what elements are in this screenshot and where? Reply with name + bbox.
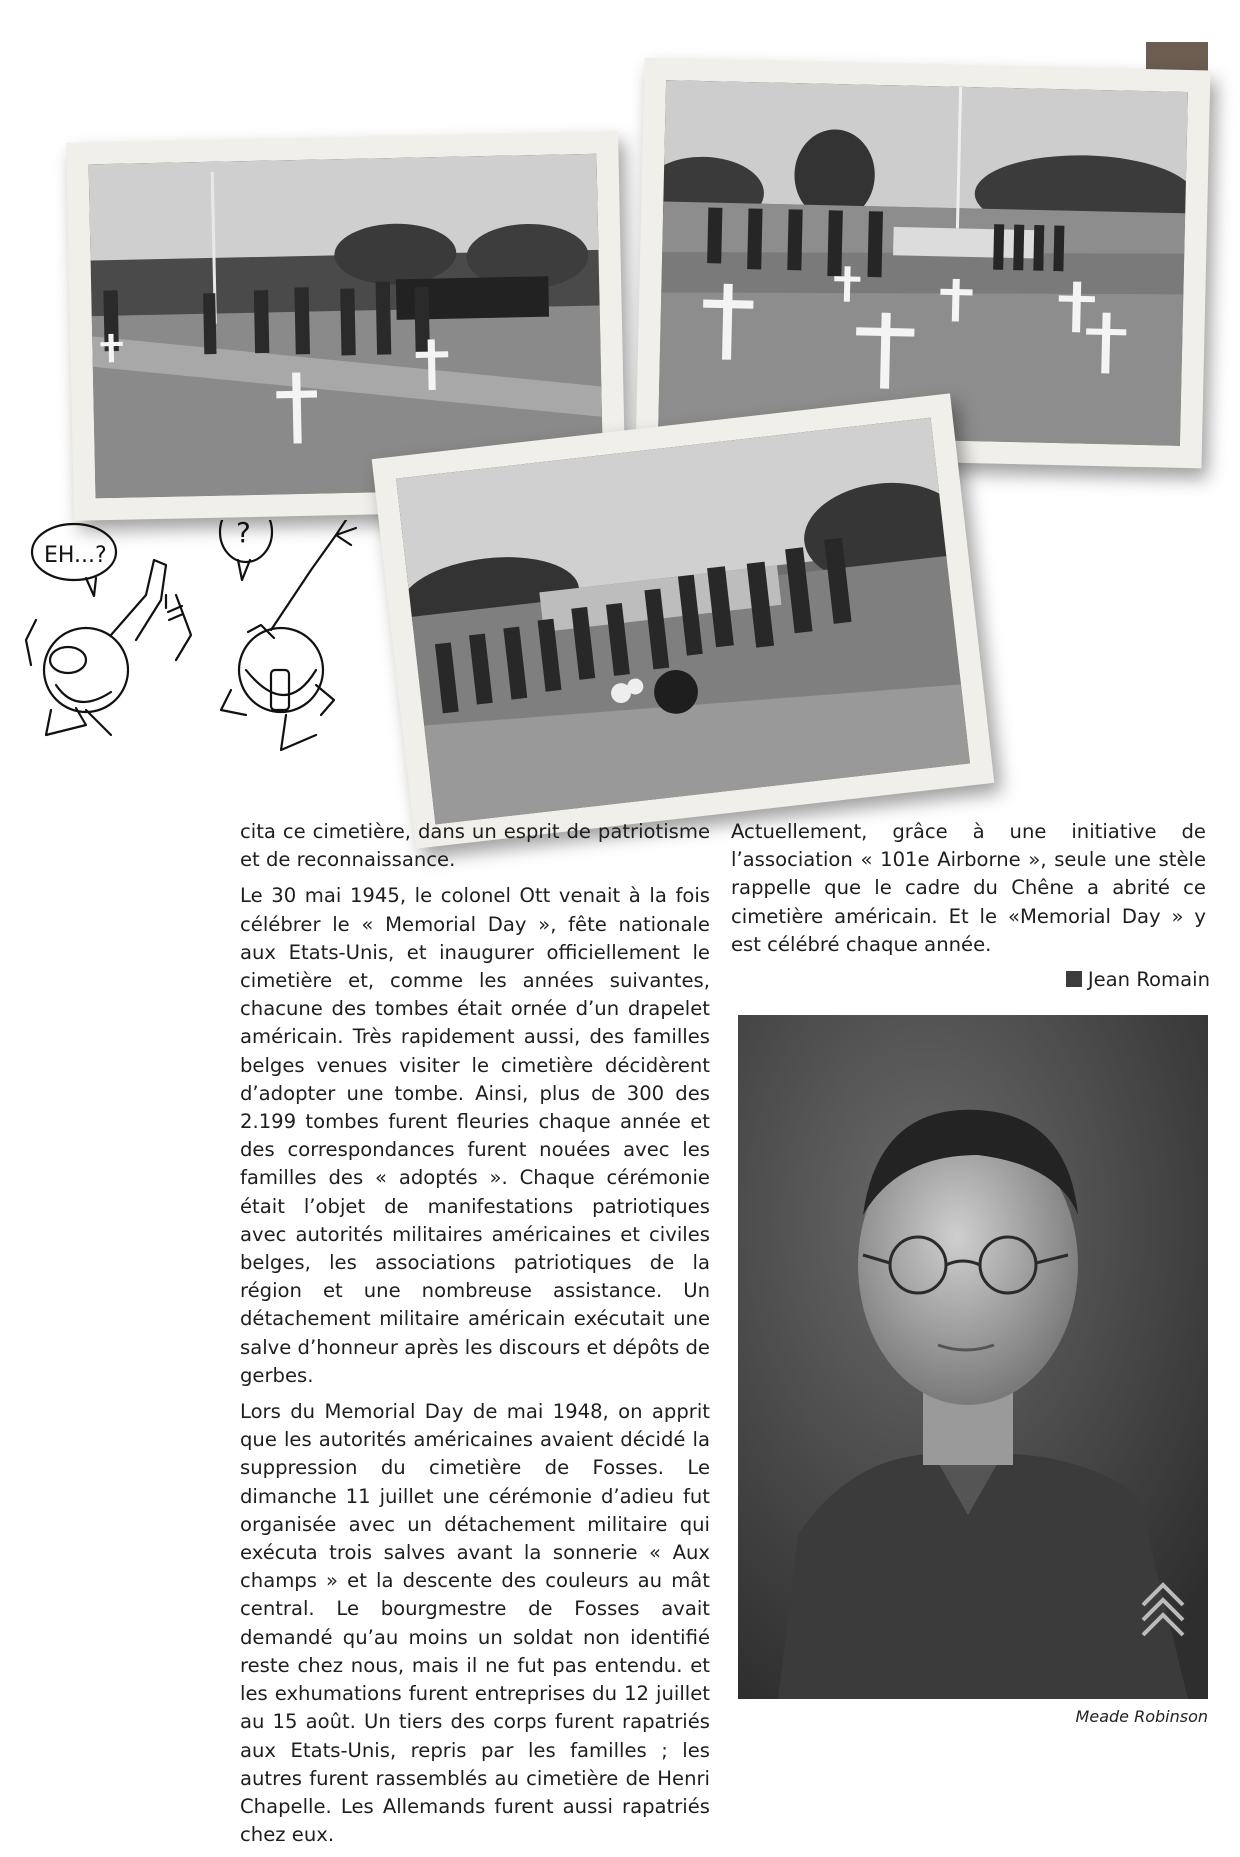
ceremony-photo-3	[372, 393, 995, 848]
ceremony-photo-3-image	[396, 418, 970, 825]
portrait-caption: Meade Robinson	[1075, 1707, 1208, 1726]
speech-bubble-question: ?	[236, 520, 251, 549]
paragraph-memorial-day-1948: Lors du Memorial Day de mai 1948, on apprit que les autorités américaines avaient décidé la suppression du cimetière de Fosses. Le dimanche 11 juillet une cérémonie d’adieu fut organisée avec un détachement militaire qui exécuta trois salves avant la sonnerie « Aux champs » et la descente des couleurs au mât central. Le bourgmestre de Fosses avait demandé qu’au moins un soldat non identifié reste chez nous, mais il ne fut pas entendu. et les exhumations furent entreprises du 12 juillet au 15 août. Un tiers des corps furent rapatriés aux Etats-Unis, repris par les familles ; les autres furent rassemblés au cimetière de Henri Chapelle. Les Allemands furent aussi rapatriés chez eux.	[240, 1400, 710, 1847]
article-column-right	[731, 818, 1206, 967]
author-name: Jean Romain	[1087, 968, 1210, 991]
cartoon-drawing	[16, 520, 396, 810]
ceremony-photo-2-image	[658, 80, 1188, 446]
paragraph-actuellement: Actuellement, grâce à une initiative de l’association « 101e Airborne », seule une stèle rappelle que le cadre du Chêne a abrité ce cimetière américain. Et le «Memorial Day » y est célébré chaque année.	[731, 820, 1206, 956]
paragraph-intro-end: cita ce cimetière, dans un esprit de patriotisme et de reconnaissance.	[240, 820, 710, 872]
author-square-icon	[1066, 971, 1082, 987]
speech-bubble-eh: EH...?	[44, 543, 107, 568]
portrait-photo	[738, 1015, 1208, 1699]
cartoon-illustration	[16, 520, 396, 810]
author-signature	[1060, 968, 1210, 991]
paragraph-memorial-day-1945: Le 30 mai 1945, le colonel Ott venait à la fois célébrer le « Memorial Day », fête nationale aux Etats-Unis, et inaugurer officiellement le cimetière et, comme les années suivantes, chacune des tombes était ornée d’un drapelet américain. Très rapidement aussi, des familles belges venues visiter le cimetière décidèrent d’adopter une tombe. Ainsi, plus de 300 des 2.199 tombes furent fleuries chaque année et des correspondances furent nouées avec les familles des « adoptés ». Chaque cérémonie était l’objet de manifestations patriotiques avec autorités militaires américaines et civiles belges, les associations patriotiques de la région et une nombreuse assistance. Un détachement militaire américain exécutait une salve d’honneur après les discours et dépôts de gerbes.	[240, 884, 710, 1387]
article-column-left	[240, 818, 710, 1857]
portrait-image	[738, 1015, 1208, 1699]
